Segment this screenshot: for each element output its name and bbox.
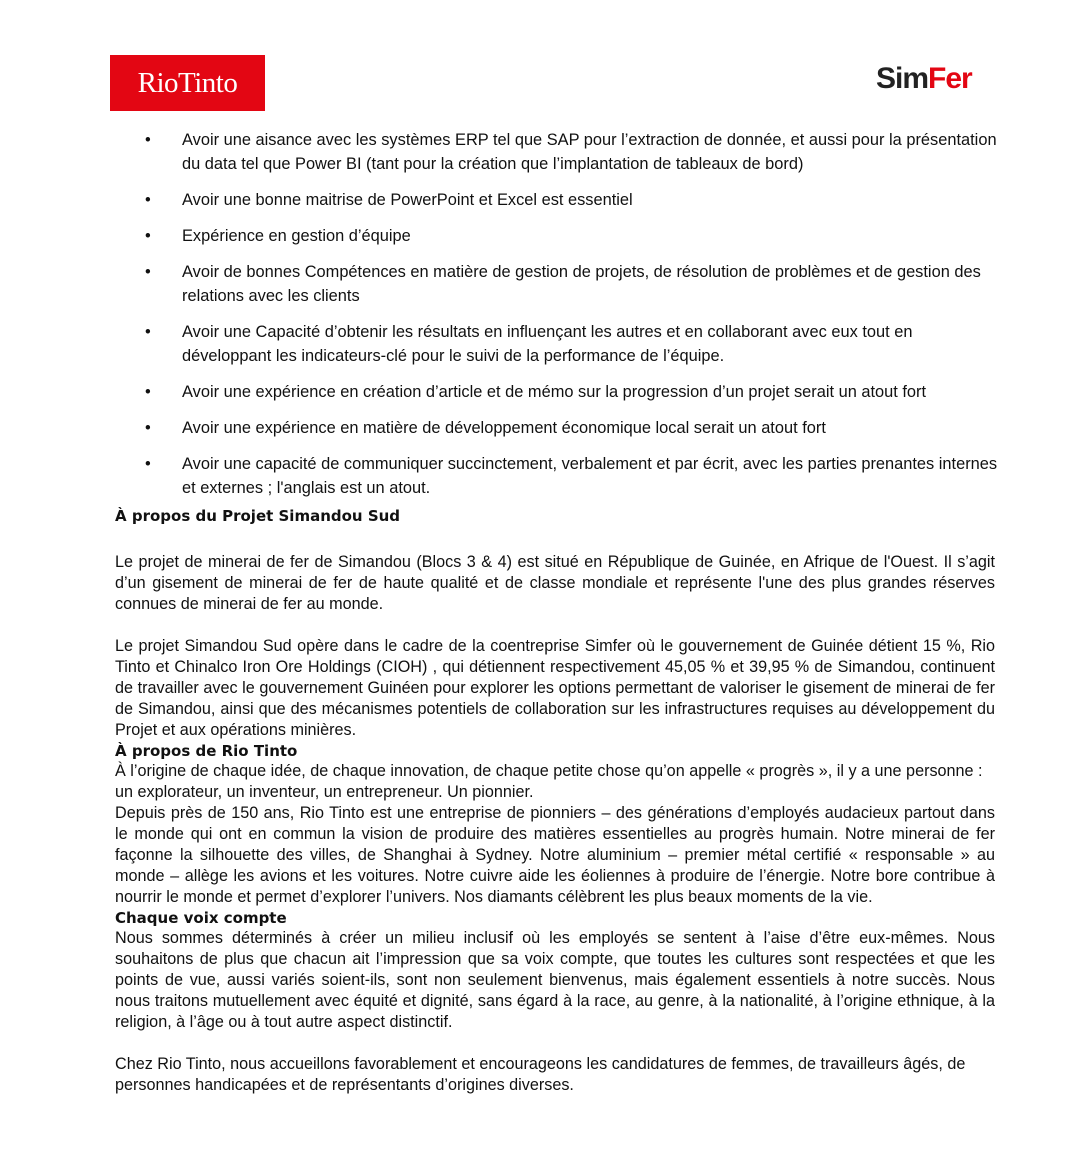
paragraph: Le projet de minerai de fer de Simandou (Blocs 3 & 4) est situé en République de Guinée, en Afrique de l'Ouest. Il s’agit d’un gisement de minerai de fer de haute qualité et de classe mondiale et représente l'une des plus grandes réserves connues de minerai de fer au monde.: [115, 553, 995, 613]
list-item-text: Avoir une capacité de communiquer succinctement, verbalement et par écrit, avec les parties prenantes internes et externes ; l'anglais est un atout.: [182, 455, 998, 497]
bullet-icon: •: [145, 323, 151, 341]
list-item-text: Avoir une expérience en création d’article et de mémo sur la progression d’un projet serait un atout fort: [182, 383, 927, 401]
simfer-logo-sim: Sim: [876, 62, 929, 95]
list-item: [115, 416, 1002, 440]
bullet-icon: •: [145, 263, 151, 281]
section-heading-rio-tinto: À propos de Rio Tinto: [115, 742, 298, 760]
requirements-list: [115, 128, 998, 500]
list-item: [115, 128, 1002, 176]
bullet-icon: •: [145, 227, 151, 245]
list-item: [115, 380, 1002, 404]
section-heading-simandou: À propos du Projet Simandou Sud: [115, 507, 401, 525]
paragraph: Le projet Simandou Sud opère dans le cadre de la coentreprise Simfer où le gouvernement de Guinée détient 15 %, Rio Tinto et Chinalco Iron Ore Holdings (CIOH) , qui détiennent respectivement 45,05 % et 39,95 % de Simandou, continuent de travailler avec le gouvernement Guinéen pour explorer les options permettant de valoriser le gisement de minerai de fer de Simandou, ainsi que des mécanismes potentiels de collaboration sur les infrastructures requises au développement du Projet et aux opérations minières.: [115, 637, 995, 739]
bullet-icon: •: [145, 419, 151, 437]
paragraph: Depuis près de 150 ans, Rio Tinto est une entreprise de pionniers – des générations d’employés audacieux partout dans le monde qui ont en commun la vision de produire des matières essentielles au progrès humain. Notre minerai de fer façonne la silhouette des villes, de Shanghai à Sydney. Notre aluminium – premier métal certifié « responsable » au monde – allège les avions et les voitures. Notre cuivre aide les éoliennes à produire de l’énergie. Notre bore contribue à nourrir le monde et permet d’explorer l’univers. Nos diamants célèbrent les plus beaux moments de la vie.: [115, 804, 995, 906]
list-item-text: Avoir de bonnes Compétences en matière de gestion de projets, de résolution de problèmes et de gestion des relations avec les clients: [182, 263, 981, 305]
list-item-text: Avoir une aisance avec les systèmes ERP tel que SAP pour l’extraction de donnée, et aussi pour la présentation du data tel que Power BI (tant pour la création que l’implantation de tableaux de bord): [182, 131, 997, 173]
rio-tinto-logo: RioTinto: [110, 55, 265, 111]
paragraph: Nous sommes déterminés à créer un milieu inclusif où les employés se sentent à l’aise d’être eux-mêmes. Nous souhaitons de plus que chacun ait l’impression que sa voix compte, que toutes les cultures sont respectées et que les points de vue, aussi variés soient-ils, sont non seulement bienvenus, mais également essentiels à notre succès. Nous nous traitons mutuellement avec équité et dignité, sans égard à la race, au genre, à la nationalité, à l’origine ethnique, à la religion, à l’âge ou à tout autre aspect distinctif.: [115, 929, 995, 1031]
list-item: [115, 452, 1002, 500]
list-item-text: Avoir une bonne maitrise de PowerPoint et Excel est essentiel: [182, 191, 633, 209]
list-item: [115, 188, 1002, 212]
list-item-text: Avoir une expérience en matière de développement économique local serait un atout fort: [182, 419, 826, 437]
bullet-icon: •: [145, 455, 151, 473]
bullet-icon: •: [145, 383, 151, 401]
bullet-icon: •: [145, 131, 151, 149]
simfer-logo: [876, 62, 972, 96]
list-item: [115, 320, 1002, 368]
list-item: [115, 260, 1002, 308]
list-item-text: Avoir une Capacité d’obtenir les résultats en influençant les autres et en collaborant avec eux tout en développant les indicateurs-clé pour le suivi de la performance de l’équipe.: [182, 323, 913, 365]
document-body: [115, 128, 998, 1096]
section-heading-chaque-voix: Chaque voix compte: [115, 909, 287, 927]
bullet-icon: •: [145, 191, 151, 209]
list-item-text: Expérience en gestion d’équipe: [182, 227, 411, 245]
list-item: [115, 224, 1002, 248]
simfer-logo-fer: Fer: [928, 62, 972, 95]
paragraph: À l’origine de chaque idée, de chaque innovation, de chaque petite chose qu’on appelle « progrès », il y a une personne : un explorateur, un inventeur, un entrepreneur. Un pionnier.: [115, 762, 983, 801]
paragraph: Chez Rio Tinto, nous accueillons favorablement et encourageons les candidatures de femmes, de travailleurs âgés, de personnes handicapées et de représentants d’origines diverses.: [115, 1055, 966, 1094]
